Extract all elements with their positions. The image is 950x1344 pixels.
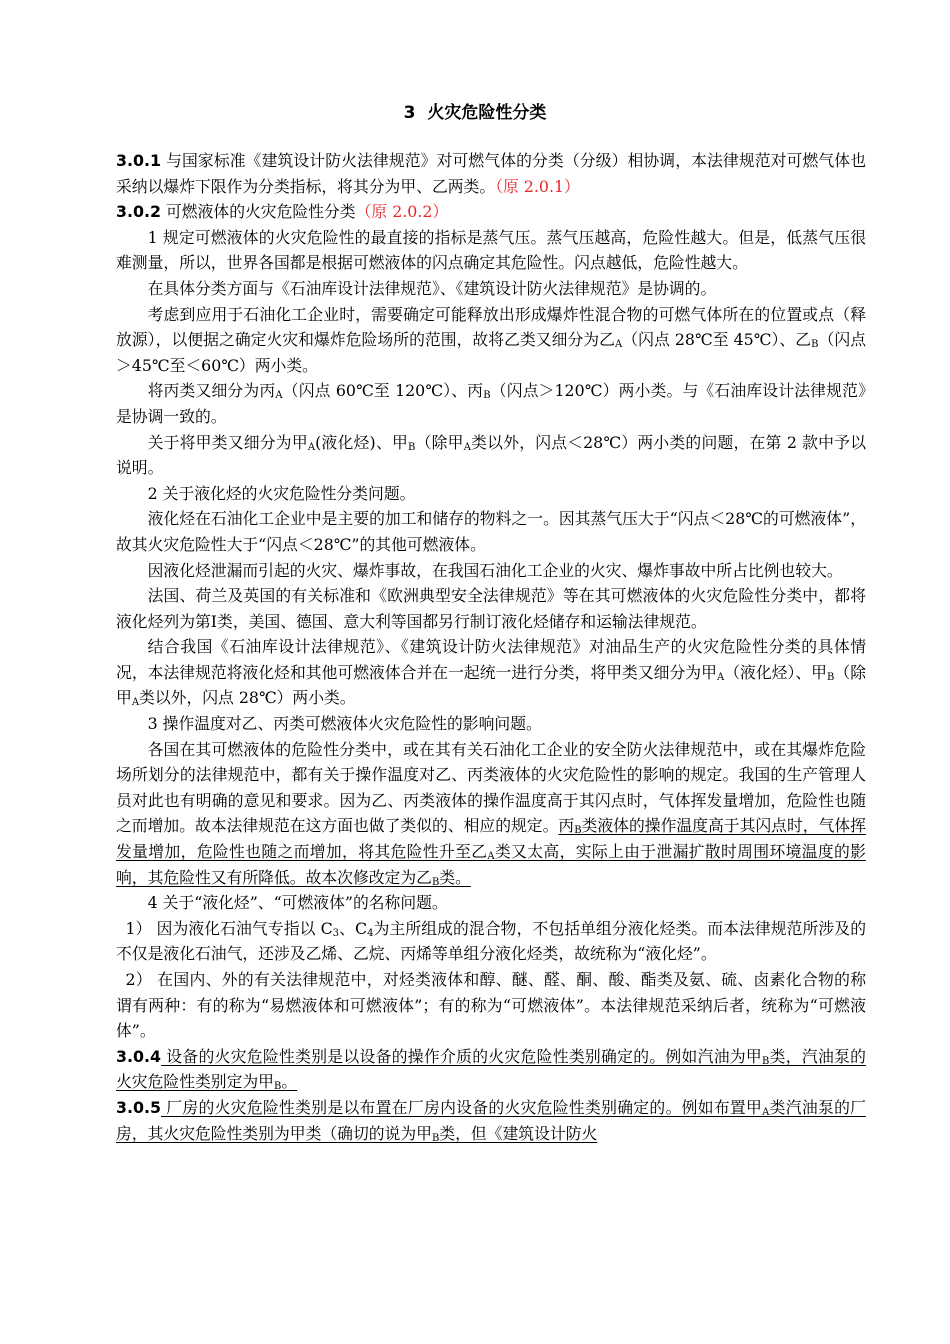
- page-title: 3 火灾危险性分类: [403, 103, 547, 123]
- text-run: 1） 因为液化石油气专指以 C: [125, 918, 333, 938]
- text-run: 设备的火灾危险性类别是以设备的操作介质的火灾危险性类别确定的。例如汽油为甲: [160, 1046, 763, 1066]
- text-run: 、C: [339, 918, 368, 938]
- section-number: 3.0.2: [116, 202, 161, 222]
- paragraph: [116, 430, 866, 481]
- text-run: （闪点＞120℃）两小类。与《石油库设计法律规范》是协调一致的。: [116, 381, 866, 426]
- subscript: A: [307, 441, 316, 453]
- section-3-0-4: [116, 1044, 866, 1095]
- list-item: 2） 在国内、外的有关法律规范中，对烃类液体和醇、醚、醛、酮、酸、酯类及氨、硫、卤素化合物的称谓有两种：有的称为“易燃液体和可燃液体”；有的称为“可燃液体”。本法律规范采纳后者，统称为“可燃液体”。: [116, 970, 866, 1041]
- text-run: （闪点 60℃至 120℃）、丙: [282, 381, 484, 401]
- section-text: 与国家标准《建筑设计防火法律规范》对可燃气体的分类（分级）相协调，本法律规范对可燃气体也采纳以爆炸下限作为分类指标，将其分为甲、乙两类。: [116, 151, 866, 196]
- text-run: 将丙类又细分为丙: [147, 381, 276, 401]
- subscript: 4: [367, 927, 374, 939]
- subscript: A: [487, 851, 495, 863]
- paragraph: 法国、荷兰及英国的有关标准和《欧洲典型安全法律规范》等在其可燃液体的火灾危险性分类中，都将液化烃列为第Ⅰ类，美国、德国、意大利等国都另行制订液化烃储存和运输法律规范。: [116, 586, 866, 631]
- subsection-heading: 2 关于液化烃的火灾危险性分类问题。: [147, 483, 416, 503]
- section-number: 3.0.4: [116, 1046, 161, 1066]
- text-run: 结合我国《石油库设计法律规范》、《建筑设计防火法律规范》对油品生产的火灾危险性分类的具体情况，本法律规范将液化烃和其他可燃液体合并在一起统一进行分类，将甲类又细分为甲: [116, 637, 866, 682]
- subscript: A: [131, 697, 140, 709]
- subsection-heading: 4 关于“液化烃”、“可燃液体”的名称问题。: [147, 893, 448, 913]
- text-run: （除甲: [116, 662, 866, 708]
- text-run: 丙: [558, 816, 575, 836]
- text-run: （闪点＞45℃至＜60℃）两小类。: [116, 330, 866, 375]
- text-run: 。: [281, 1072, 298, 1092]
- section-number: 3.0.5: [116, 1097, 161, 1117]
- section-3-0-5: [116, 1095, 866, 1146]
- subscript: 3: [332, 927, 340, 939]
- text-run: 类液体的操作温度高于其闪点时，气体挥发量增加，危险性也随之而增加，将其危险性升至乙: [116, 816, 866, 862]
- section-3-0-1: [116, 148, 866, 199]
- text-run: 类汽油泵的厂房，其火灾危险性类别为甲类（确切的说为甲: [116, 1097, 866, 1143]
- paragraph: [116, 378, 866, 429]
- revised-text: [116, 1098, 866, 1143]
- text-run: 类，汽油泵的火灾危险性类别定为甲: [116, 1046, 866, 1092]
- paragraph: [116, 302, 866, 379]
- text-run: (液化烃)、甲: [315, 432, 409, 452]
- text-run: （闪点 28℃至 45℃）、乙: [622, 330, 812, 350]
- subscript: B: [811, 339, 819, 351]
- paragraph: 1 规定可燃液体的火灾危险性的最直接的指标是蒸气压。蒸气压越高，危险性越大。但是，低蒸气压很难测量，所以，世界各国都是根据可燃液体的闪点确定其危险性。闪点越低，危险性越大。: [116, 227, 866, 273]
- list-item: [116, 916, 866, 967]
- subscript: B: [431, 1132, 440, 1144]
- subscript: B: [408, 441, 416, 453]
- subscript: A: [716, 671, 725, 683]
- section-number: 3.0.1: [116, 151, 161, 170]
- subscript: B: [431, 876, 440, 888]
- subscript: A: [275, 390, 283, 402]
- text-run: （除甲: [415, 432, 464, 452]
- text-run: （液化烃）、甲: [724, 662, 827, 682]
- original-reference: （原 2.0.2）: [355, 202, 449, 222]
- text-run: 类。: [439, 867, 471, 887]
- section-3-0-2: [116, 199, 866, 225]
- subscript: B: [273, 1081, 282, 1093]
- text-run: 类，但《建筑设计防火: [439, 1123, 598, 1143]
- subscript: A: [762, 1106, 770, 1118]
- text-run: 类以外，闪点 28℃）两小类。: [139, 688, 356, 708]
- subscript: B: [762, 1055, 770, 1067]
- text-run: 为主所组成的混合物，不包括单组分液化烃类。而本法律规范所涉及的不仅是液化石油气，还涉及乙烯、乙烷、丙烯等单组分液化烃类，故统称为“液化烃”。: [116, 918, 866, 964]
- text-run: 关于将甲类又细分为甲: [147, 432, 308, 452]
- text-run: 考虑到应用于石油化工企业时，需要确定可能释放出形成爆炸性混合物的可燃气体所在的位置或点（释放源），以便据之确定火灾和爆炸危险场所的范围，故将乙类又细分为乙: [116, 304, 866, 350]
- subscript: B: [574, 825, 582, 837]
- revised-text: [116, 1047, 866, 1092]
- paragraph: [116, 737, 866, 891]
- text-run: 厂房的火灾危险性类别是以布置在厂房内设备的火灾危险性类别确定的。例如布置甲: [160, 1097, 763, 1117]
- paragraph: 在具体分类方面与《石油库设计法律规范》、《建筑设计防火法律规范》是协调的。: [147, 278, 717, 298]
- paragraph: 液化烃在石油化工企业中是主要的加工和储存的物料之一。因其蒸气压大于“闪点＜28℃的可燃液体”，故其火灾危险性大于“闪点＜28℃”的其他可燃液体。: [116, 509, 866, 554]
- subscript: B: [483, 390, 491, 402]
- text-run: 类以外，闪点＜28℃）两小类的问题，在第 2 款中予以说明。: [116, 432, 866, 478]
- subscript: B: [827, 671, 835, 683]
- paragraph: 因液化烃泄漏而引起的火灾、爆炸事故，在我国石油化工企业的火灾、爆炸事故中所占比例也较大。: [147, 560, 843, 580]
- subsection-heading: 3 操作温度对乙、丙类可燃液体火灾危险性的影响问题。: [147, 714, 542, 734]
- text-run: 类又太高，实际上由于泄漏扩散时周围环境温度的影响，其危险性又有所降低。故本次修改定为乙: [116, 842, 866, 887]
- subscript: A: [463, 441, 471, 453]
- original-reference: （原 2.0.1）: [495, 176, 580, 196]
- section-text: 可燃液体的火灾危险性分类: [160, 202, 356, 222]
- subscript: A: [615, 339, 623, 351]
- paragraph: [116, 634, 866, 711]
- document-body: [116, 148, 866, 1146]
- text-run: 各国在其可燃液体的危险性分类中，或在其有关石油化工企业的安全防火法律规范中，或在其爆炸危险场所划分的法律规范中，都有关于操作温度对乙、丙类液体的火灾危险性的影响的规定。我国的生产管理人员对此也有明确的意见和要求。因为乙、丙类液体的操作温度高于其闪点时，气体挥发量增加，危险性也随之而增加。故本法律规范在这方面也做了类似的、相应的规定。: [116, 739, 866, 836]
